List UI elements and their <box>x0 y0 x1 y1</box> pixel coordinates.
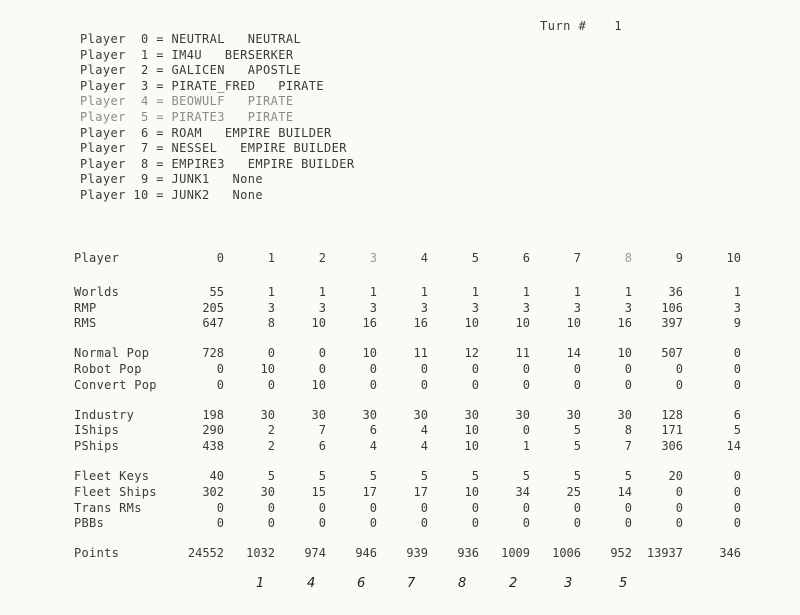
stat-value: 16 <box>617 316 632 331</box>
stat-value: 302 <box>202 484 224 499</box>
stat-value: 0 <box>369 516 377 531</box>
stat-row <box>74 345 741 361</box>
stat-value: 0 <box>624 516 632 531</box>
stat-value: 0 <box>733 346 741 361</box>
stat-label: Worlds <box>74 284 120 299</box>
stat-value: 6 <box>733 407 741 422</box>
stat-value: 5 <box>733 423 741 438</box>
player-list <box>80 32 355 204</box>
player-name: PIRATE3 <box>171 109 225 124</box>
stat-value: 198 <box>202 407 224 422</box>
stat-value: 1 <box>369 284 377 299</box>
stat-value: 0 <box>318 500 326 515</box>
player-entry: Player 1 = IM4U BERSERKER <box>80 47 294 62</box>
stat-label: Fleet Ships <box>74 484 157 499</box>
stat-value: 3 <box>471 300 479 315</box>
stat-value: 10 <box>617 346 632 361</box>
stat-value: 10 <box>311 377 326 392</box>
stat-value: 14 <box>566 346 581 361</box>
stat-value: 0 <box>471 500 479 515</box>
stat-value: 5 <box>420 469 428 484</box>
stat-value: 4 <box>420 439 428 454</box>
stat-value: 0 <box>733 469 741 484</box>
stat-value: 1 <box>624 284 632 299</box>
stat-value: 0 <box>267 500 275 515</box>
stat-value: 0 <box>420 362 428 377</box>
stat-row <box>74 300 741 316</box>
stat-value: 30 <box>413 407 428 422</box>
stat-value: 30 <box>362 407 377 422</box>
player-word: Player <box>80 47 126 62</box>
stat-value: 2 <box>267 423 275 438</box>
stat-value: 0 <box>216 516 224 531</box>
player-word: Player <box>80 63 126 78</box>
stat-value: 0 <box>318 516 326 531</box>
stat-value: 0 <box>318 362 326 377</box>
player-name: ROAM <box>171 125 202 140</box>
player-name: IM4U <box>171 47 202 62</box>
stat-value: 10 <box>464 423 479 438</box>
handwritten-rank: 8 <box>458 576 467 591</box>
stat-value: 4 <box>369 439 377 454</box>
turn-indicator <box>540 19 622 33</box>
stat-label: Robot Pop <box>74 362 142 377</box>
player-entry: Player 4 = BEOWULF PIRATE <box>80 94 294 109</box>
stat-label: Points <box>74 546 120 561</box>
stat-value: 1 <box>522 284 530 299</box>
stat-value: 5 <box>573 469 581 484</box>
stat-value: 13937 <box>646 546 683 561</box>
stat-value: 0 <box>522 500 530 515</box>
stat-value: 1 <box>733 284 741 299</box>
stat-value: 974 <box>304 546 326 561</box>
column-header: 4 <box>420 251 428 265</box>
stat-value: 0 <box>420 516 428 531</box>
player-type: NEUTRAL <box>247 32 302 46</box>
stat-value: 6 <box>318 439 326 454</box>
stat-value: 0 <box>267 346 275 361</box>
stat-value: 0 <box>624 377 632 392</box>
stat-value: 10 <box>362 346 377 361</box>
stat-value: 11 <box>413 346 428 361</box>
stat-value: 171 <box>661 423 683 438</box>
player-id: 2 <box>141 63 149 78</box>
stat-value: 10 <box>464 484 479 499</box>
stat-value: 728 <box>202 346 224 361</box>
stat-value: 0 <box>471 377 479 392</box>
stat-value: 0 <box>573 500 581 515</box>
stat-value: 0 <box>420 500 428 515</box>
stat-row <box>74 423 741 439</box>
stat-value: 2 <box>267 439 275 454</box>
stat-value: 936 <box>457 546 479 561</box>
player-name: JUNK2 <box>171 187 210 202</box>
stat-value: 0 <box>675 500 683 515</box>
player-entry: Player 3 = PIRATE_FRED PIRATE <box>80 78 324 93</box>
player-name: NEUTRAL <box>171 32 225 46</box>
turn-number: 1 <box>614 19 623 33</box>
player-id: 6 <box>141 125 149 140</box>
stat-value: 1 <box>318 284 326 299</box>
stat-value: 3 <box>573 300 581 315</box>
stat-row <box>74 545 741 561</box>
player-name: GALICEN <box>171 63 225 78</box>
column-header: 0 <box>216 251 224 265</box>
player-entry: Player 9 = JUNK1 None <box>80 172 263 187</box>
stat-value: 10 <box>464 316 479 331</box>
stat-value: 3 <box>624 300 632 315</box>
stat-value: 8 <box>624 423 632 438</box>
stat-row <box>74 468 741 484</box>
stat-value: 0 <box>522 362 530 377</box>
player-type: None <box>232 187 263 202</box>
stat-value: 4 <box>420 423 428 438</box>
player-entry: Player 2 = GALICEN APOSTLE <box>80 63 302 78</box>
stat-row <box>74 484 741 500</box>
stat-value: 0 <box>733 362 741 377</box>
stat-row <box>74 316 741 332</box>
player-id: 9 <box>141 172 149 187</box>
stat-row <box>74 516 741 532</box>
player-type: PIRATE <box>247 109 294 124</box>
stat-row <box>74 377 741 393</box>
stat-value: 24552 <box>187 546 224 561</box>
player-entry: Player 6 = ROAM EMPIRE BUILDER <box>80 125 332 140</box>
handwritten-rank: 1 <box>256 576 265 591</box>
stat-value: 10 <box>311 316 326 331</box>
stat-value: 30 <box>260 407 275 422</box>
stat-value: 30 <box>260 484 275 499</box>
stat-value: 1 <box>420 284 428 299</box>
stat-value: 0 <box>471 516 479 531</box>
player-id: 3 <box>141 78 149 93</box>
stat-value: 939 <box>406 546 428 561</box>
player-entry: Player 0 = NEUTRAL NEUTRAL <box>80 32 302 46</box>
stat-label: PBBs <box>74 516 105 531</box>
stat-value: 30 <box>311 407 326 422</box>
stat-value: 507 <box>661 346 683 361</box>
player-id: 1 <box>141 47 149 62</box>
stat-value: 5 <box>369 469 377 484</box>
stat-row <box>74 361 741 377</box>
stat-value: 1 <box>471 284 479 299</box>
stat-value: 5 <box>573 439 581 454</box>
stat-value: 290 <box>202 423 224 438</box>
stat-value: 34 <box>515 484 530 499</box>
stat-value: 3 <box>420 300 428 315</box>
handwritten-rank: 5 <box>619 576 628 591</box>
stat-value: 0 <box>573 516 581 531</box>
handwritten-rank: 2 <box>509 576 518 591</box>
stat-value: 3 <box>267 300 275 315</box>
stat-label: IShips <box>74 423 120 438</box>
player-entry: Player 5 = PIRATE3 PIRATE <box>80 109 294 124</box>
stat-label: Industry <box>74 407 135 422</box>
column-header: 7 <box>573 251 581 265</box>
stat-value: 0 <box>369 362 377 377</box>
stat-label: PShips <box>74 439 120 454</box>
stat-value: 30 <box>515 407 530 422</box>
stat-value: 10 <box>260 362 275 377</box>
stat-value: 36 <box>668 284 683 299</box>
turn-label: Turn # <box>540 19 587 33</box>
stat-value: 3 <box>369 300 377 315</box>
stat-value: 0 <box>318 346 326 361</box>
stat-value: 0 <box>624 362 632 377</box>
stat-value: 25 <box>566 484 581 499</box>
stat-value: 346 <box>719 546 741 561</box>
stat-value: 11 <box>515 346 530 361</box>
column-header: 5 <box>471 251 479 265</box>
stat-row <box>74 500 741 516</box>
stat-value: 3 <box>733 300 741 315</box>
stat-value: 0 <box>675 516 683 531</box>
stat-value: 306 <box>661 439 683 454</box>
stat-value: 0 <box>216 377 224 392</box>
player-type: APOSTLE <box>247 63 302 78</box>
stat-value: 16 <box>362 316 377 331</box>
player-id: 7 <box>141 141 149 156</box>
stat-value: 17 <box>413 484 428 499</box>
stat-value: 106 <box>661 300 683 315</box>
stat-value: 3 <box>522 300 530 315</box>
stat-value: 30 <box>464 407 479 422</box>
stats-table <box>74 246 741 561</box>
stat-value: 0 <box>675 362 683 377</box>
stat-value: 0 <box>369 500 377 515</box>
handwritten-rank: 6 <box>357 576 366 591</box>
column-header: 3 <box>369 251 377 265</box>
stat-value: 0 <box>573 377 581 392</box>
stat-value: 0 <box>522 423 530 438</box>
stat-value: 0 <box>624 500 632 515</box>
player-name: NESSEL <box>171 141 218 156</box>
stat-label: Trans RMs <box>74 500 142 515</box>
stat-value: 17 <box>362 484 377 499</box>
player-id: 5 <box>141 109 149 124</box>
stat-value: 0 <box>216 362 224 377</box>
column-header: 2 <box>318 251 326 265</box>
player-type: BERSERKER <box>224 47 294 62</box>
handwritten-rank: 7 <box>407 576 416 591</box>
stat-value: 0 <box>267 377 275 392</box>
player-type: PIRATE <box>247 94 294 109</box>
player-type: EMPIRE BUILDER <box>224 125 332 140</box>
stat-label: Fleet Keys <box>74 469 150 484</box>
stat-value: 0 <box>216 500 224 515</box>
stat-value: 0 <box>733 484 741 499</box>
stat-value: 30 <box>566 407 581 422</box>
player-id: 10 <box>133 187 149 202</box>
column-header: 1 <box>267 251 275 265</box>
stat-value: 0 <box>471 362 479 377</box>
stat-value: 5 <box>471 469 479 484</box>
stat-value: 10 <box>464 439 479 454</box>
stat-value: 1 <box>573 284 581 299</box>
stat-row <box>74 284 741 300</box>
stat-value: 5 <box>624 469 632 484</box>
stat-value: 0 <box>675 484 683 499</box>
player-word: Player <box>80 156 126 171</box>
stat-value: 0 <box>522 516 530 531</box>
stat-value: 1009 <box>501 546 530 561</box>
stat-value: 6 <box>369 423 377 438</box>
stat-value: 3 <box>318 300 326 315</box>
stat-value: 7 <box>318 423 326 438</box>
player-name: JUNK1 <box>171 172 210 187</box>
stat-value: 14 <box>726 439 741 454</box>
stat-value: 1006 <box>552 546 581 561</box>
stat-value: 0 <box>267 516 275 531</box>
stat-value: 30 <box>617 407 632 422</box>
column-header: 8 <box>624 251 632 265</box>
player-id: 8 <box>141 156 149 171</box>
player-word: Player <box>80 141 126 156</box>
stat-value: 952 <box>610 546 632 561</box>
stat-value: 20 <box>668 469 683 484</box>
stat-value: 1 <box>522 439 530 454</box>
stat-value: 14 <box>617 484 632 499</box>
stat-value: 10 <box>566 316 581 331</box>
player-entry: Player 7 = NESSEL EMPIRE BUILDER <box>80 141 347 156</box>
stat-value: 8 <box>267 316 275 331</box>
stat-value: 7 <box>624 439 632 454</box>
header-label: Player <box>74 251 120 265</box>
stat-value: 438 <box>202 439 224 454</box>
player-word: Player <box>80 187 126 202</box>
player-word: Player <box>80 109 126 124</box>
stat-label: RMS <box>74 316 97 331</box>
player-name: EMPIRE3 <box>171 156 225 171</box>
player-name: BEOWULF <box>171 94 225 109</box>
stat-value: 397 <box>661 316 683 331</box>
stat-value: 0 <box>733 516 741 531</box>
player-id: 4 <box>141 94 149 109</box>
stat-label: Normal Pop <box>74 346 150 361</box>
stat-value: 1032 <box>246 546 275 561</box>
column-header: 10 <box>726 251 741 265</box>
stat-value: 0 <box>675 377 683 392</box>
player-entry: Player 10 = JUNK2 None <box>80 187 263 202</box>
player-name: PIRATE_FRED <box>171 78 256 93</box>
stat-value: 205 <box>202 300 224 315</box>
stat-value: 0 <box>522 377 530 392</box>
stat-value: 10 <box>515 316 530 331</box>
player-type: PIRATE <box>278 78 324 93</box>
player-type: None <box>232 172 263 187</box>
stat-value: 5 <box>267 469 275 484</box>
player-word: Player <box>80 94 126 109</box>
stat-value: 0 <box>733 377 741 392</box>
player-type: EMPIRE BUILDER <box>240 141 347 156</box>
player-type: EMPIRE BUILDER <box>247 156 355 171</box>
player-word: Player <box>80 125 126 140</box>
stat-value: 0 <box>733 500 741 515</box>
stat-value: 15 <box>311 484 326 499</box>
stat-value: 5 <box>318 469 326 484</box>
stat-value: 12 <box>464 346 479 361</box>
stat-value: 40 <box>209 469 224 484</box>
stat-value: 1 <box>267 284 275 299</box>
stat-value: 5 <box>522 469 530 484</box>
stat-label: RMP <box>74 300 97 315</box>
stat-row <box>74 438 741 454</box>
stat-value: 0 <box>420 377 428 392</box>
stat-value: 5 <box>573 423 581 438</box>
stat-label: Convert Pop <box>74 377 157 392</box>
handwritten-rank: 3 <box>564 576 573 591</box>
stat-value: 946 <box>355 546 377 561</box>
column-header: 9 <box>675 251 683 265</box>
stat-row <box>74 407 741 423</box>
handwritten-rank: 4 <box>307 576 316 591</box>
column-header: 6 <box>522 251 530 265</box>
stat-value: 55 <box>209 284 224 299</box>
player-word: Player <box>80 172 126 187</box>
stat-value: 647 <box>202 316 224 331</box>
stat-value: 0 <box>573 362 581 377</box>
stat-value: 128 <box>661 407 683 422</box>
stat-value: 9 <box>733 316 741 331</box>
player-word: Player <box>80 32 126 46</box>
player-id: 0 <box>141 32 149 46</box>
stat-value: 0 <box>369 377 377 392</box>
stat-value: 16 <box>413 316 428 331</box>
player-entry: Player 8 = EMPIRE3 EMPIRE BUILDER <box>80 156 355 171</box>
player-word: Player <box>80 78 126 93</box>
